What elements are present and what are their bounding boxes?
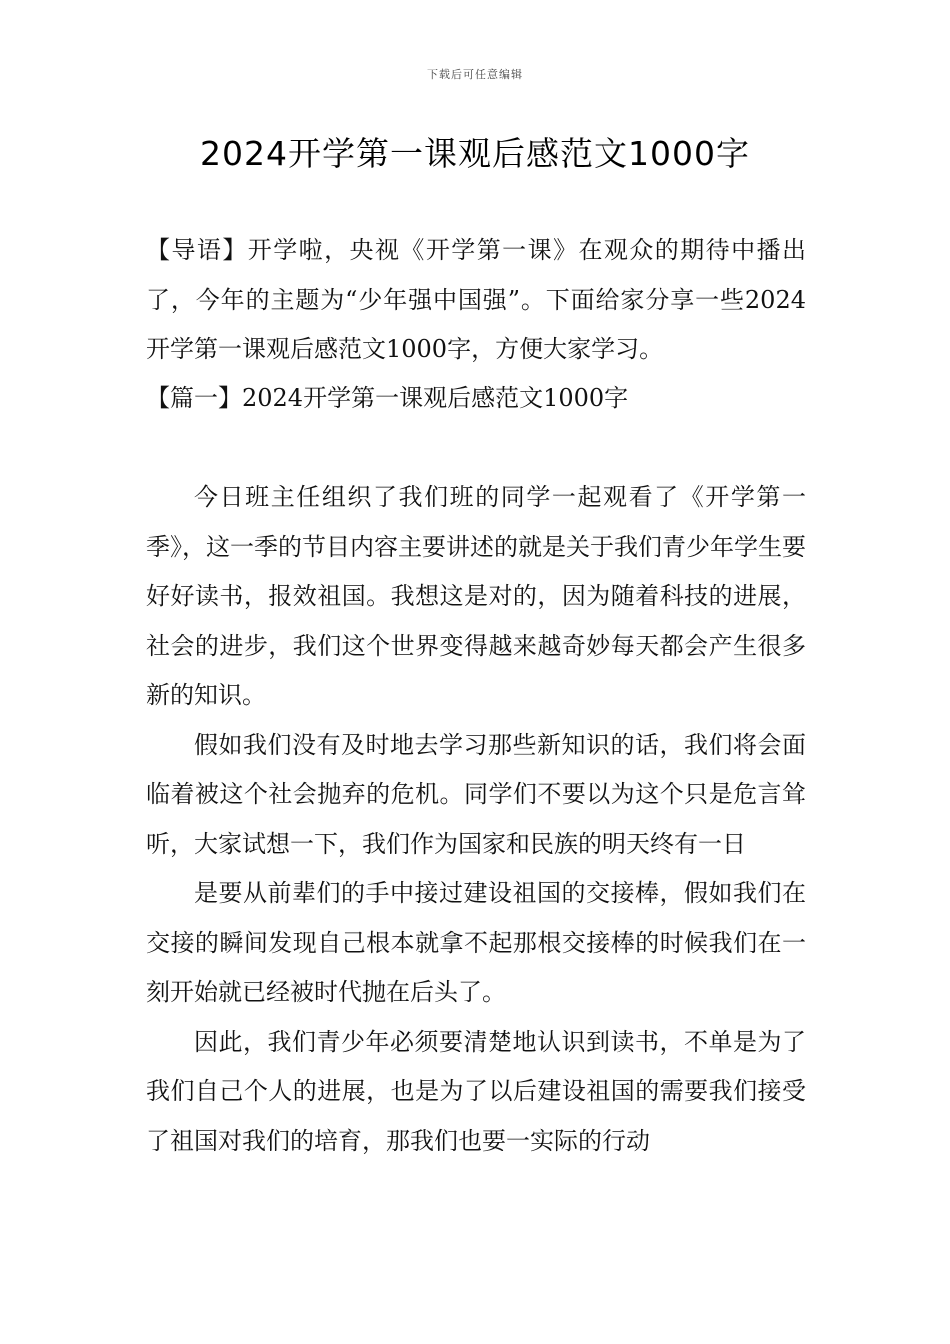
essay-paragraph-1: 今日班主任组织了我们班的同学一起观看了《开学第一季》，这一季的节目内容主要讲述的就是关于我们青少年学生要好好读书，报效祖国。我想这是对的，因为随着科技的进展，社会的进步，我们这个世界变得越来越奇妙每天都会产生很多新的知识。 [146,483,806,709]
section-heading: 【篇一】2024开学第一课观后感范文1000字 [146,384,629,412]
essay-paragraph-2: 假如我们没有及时地去学习那些新知识的话，我们将会面临着被这个社会抛弃的危机。同学们不要以为这个只是危言耸听，大家试想一下，我们作为国家和民族的明天终有一日 [146,730,806,858]
intro-section [146,226,806,375]
essay-body [146,473,806,1166]
essay-paragraph-4: 因此，我们青少年必须要清楚地认识到读书，不单是为了我们自己个人的进展，也是为了以后建设祖国的需要我们接受了祖国对我们的培育，那我们也要一实际的行动 [146,1027,806,1155]
intro-paragraph: 【导语】开学啦，央视《开学第一课》在观众的期待中播出了，今年的主题为“少年强中国强”。下面给家分享一些2024开学第一课观后感范文1000字，方便大家学习。 [146,236,806,363]
header-note: 下载后可任意编辑 [427,68,523,81]
essay-paragraph-3: 是要从前辈们的手中接过建设祖国的交接棒，假如我们在交接的瞬间发现自己根本就拿不起那根交接棒的时候我们在一刻开始就已经被时代抛在后头了。 [146,879,806,1006]
page-title: 2024开学第一课观后感范文1000字 [200,134,750,173]
